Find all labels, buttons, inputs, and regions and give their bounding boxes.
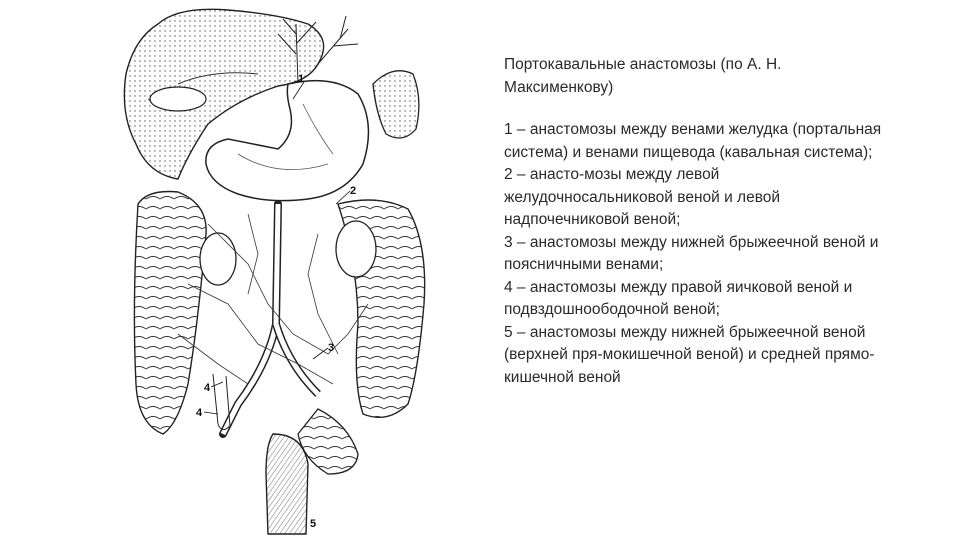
slide-title: Портокавальные анастомозы (по А. Н. Максименкову) [504,56,782,96]
legend-item-4: 4 – анастомозы между правой яичковой веной и подвздошноободочной веной; [504,278,853,318]
caption-text [504,54,884,389]
figure-label-1: 1 [298,73,305,85]
figure-label-5: 5 [310,518,317,530]
legend-item-1: 1 – анастомозы между венами желудка (портальная система) и венами пищевода (кавальная система); [504,121,882,161]
figure-label-4a: 4 [204,382,211,394]
legend-item-5: 5 – анастомозы между нижней брыжеечной веной (верхней пря-мокишечной веной) и средней прямо-кишечной веной [504,323,875,386]
figure-label-4b: 4 [196,407,203,419]
figure-label-3: 3 [328,342,335,354]
legend-list [504,119,884,389]
figure-label-2: 2 [350,185,357,197]
legend-item-3: 3 – анастомозы между нижней брыжеечной веной и поясничными венами; [504,233,879,273]
anatomy-drawing [118,4,448,538]
spleen [373,71,419,138]
rectum [266,434,308,534]
anatomical-illustration [118,4,448,538]
gallbladder [150,87,206,111]
vena-cava [223,204,318,434]
kidneys [200,221,376,285]
legend-item-2: 2 – анасто-мозы между левой желудочносальниковой веной и левой надпочечниковой веной; [504,166,781,228]
